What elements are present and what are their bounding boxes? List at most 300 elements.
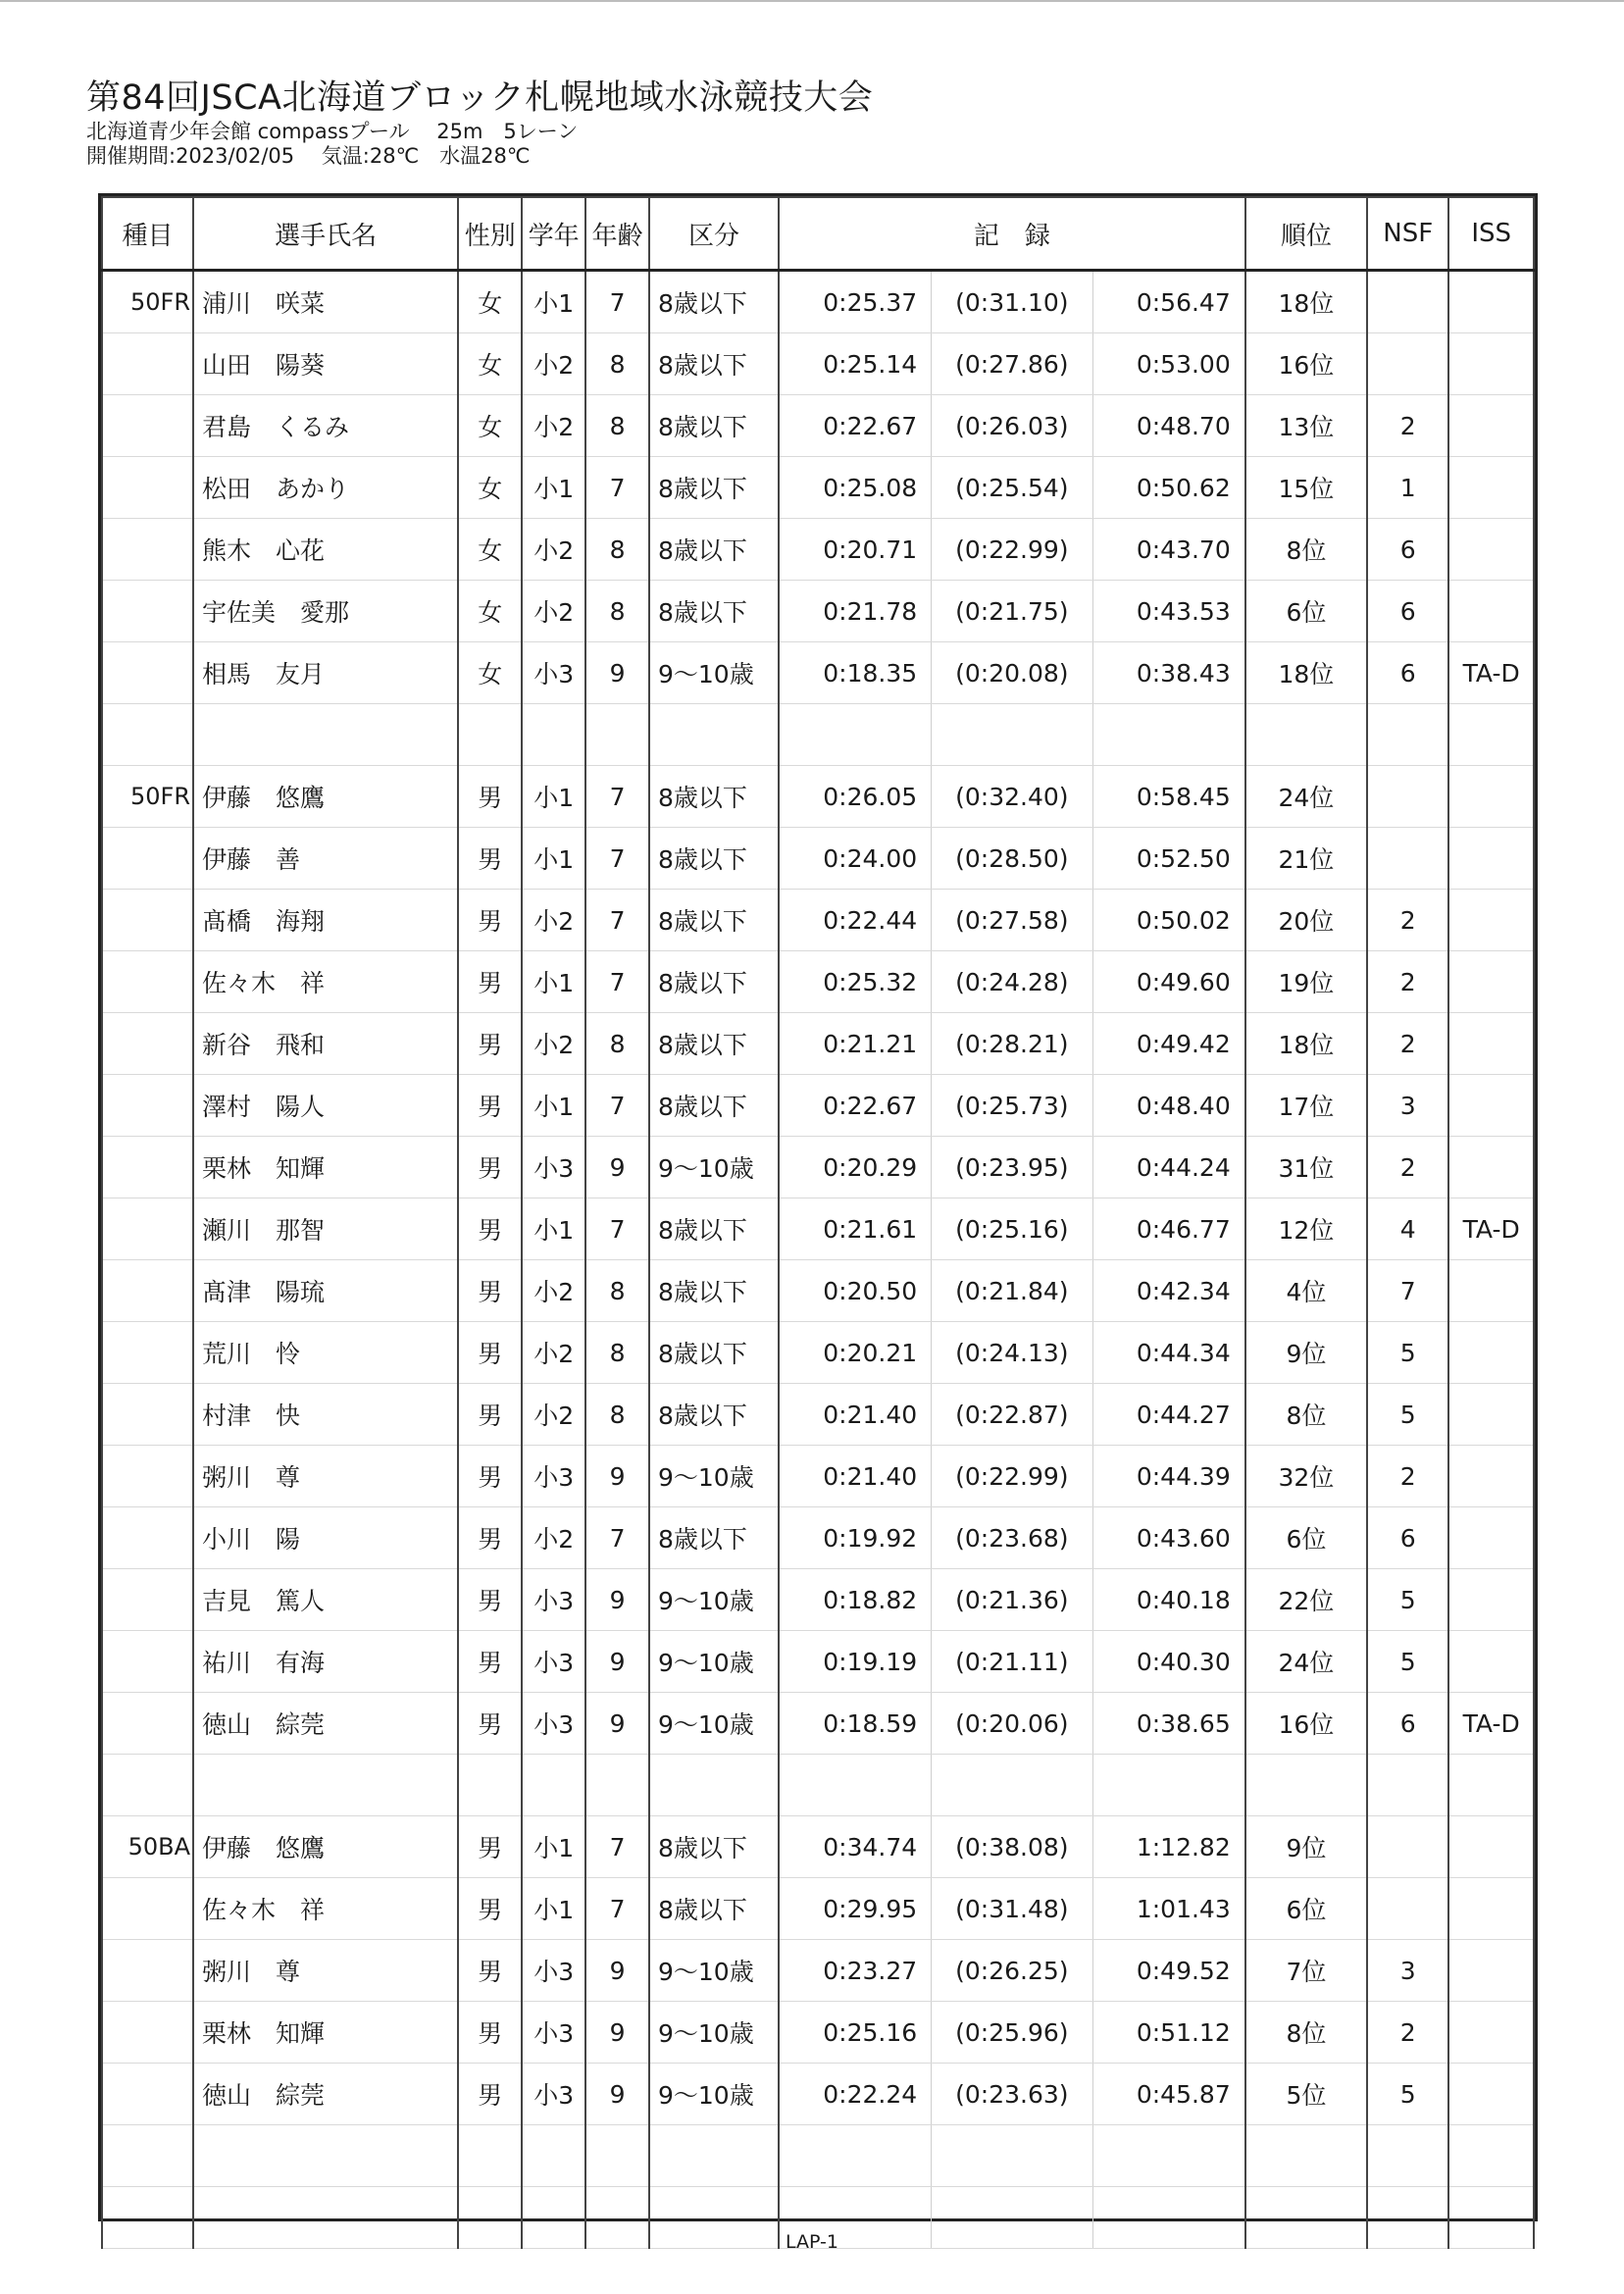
nsf-cell: [1367, 2125, 1448, 2187]
nsf-cell: 6: [1367, 519, 1448, 581]
iss-cell: [1448, 766, 1534, 828]
rank-cell: 8位: [1245, 519, 1367, 581]
table-row: [102, 1322, 1534, 1384]
header-grade: 学年: [522, 197, 585, 271]
nsf-cell: 3: [1367, 1940, 1448, 2002]
age-cell: 8: [585, 1013, 649, 1075]
iss-cell: [1448, 1075, 1534, 1137]
final-time-cell: 0:49.42: [1092, 1013, 1245, 1075]
grade-cell: 小1: [522, 271, 585, 333]
rank-cell: 9位: [1245, 1816, 1367, 1878]
rank-cell: 16位: [1245, 333, 1367, 395]
name-cell: 伊藤 善: [193, 828, 458, 890]
name-cell: 瀬川 那智: [193, 1198, 458, 1260]
grade-cell: 小2: [522, 1384, 585, 1446]
sex-cell: 男: [458, 1260, 522, 1322]
sex-cell: 男: [458, 1631, 522, 1693]
name-cell: [193, 704, 458, 766]
grade-cell: 小2: [522, 519, 585, 581]
grade-cell: 小3: [522, 642, 585, 704]
age-cell: 9: [585, 2002, 649, 2064]
lap-time-cell: (0:28.50): [932, 828, 1092, 890]
event-cell: [102, 1137, 193, 1198]
name-cell: 浦川 咲菜: [193, 271, 458, 333]
lap-time-cell: (0:27.86): [932, 333, 1092, 395]
lap-time-cell: (0:25.96): [932, 2002, 1092, 2064]
nsf-cell: [1367, 704, 1448, 766]
header-iss: ISS: [1448, 197, 1534, 271]
iss-cell: [1448, 1137, 1534, 1198]
rank-cell: 8位: [1245, 1384, 1367, 1446]
nsf-cell: 6: [1367, 642, 1448, 704]
nsf-cell: 2: [1367, 951, 1448, 1013]
split-time-cell: [779, 1755, 932, 1816]
blank-row: [102, 1755, 1534, 1816]
name-cell: 徳山 綜莞: [193, 2064, 458, 2125]
division-cell: 8歳以下: [649, 890, 779, 951]
nsf-cell: 6: [1367, 581, 1448, 642]
division-cell: 9～10歳: [649, 1446, 779, 1507]
sex-cell: 男: [458, 1013, 522, 1075]
iss-cell: [1448, 828, 1534, 890]
grade-cell: 小1: [522, 457, 585, 519]
nsf-cell: 2: [1367, 1013, 1448, 1075]
sex-cell: 男: [458, 1693, 522, 1755]
results-sheet: [98, 193, 1538, 2221]
rank-cell: 15位: [1245, 457, 1367, 519]
division-cell: 9～10歳: [649, 1940, 779, 2002]
iss-cell: [1448, 271, 1534, 333]
final-time-cell: 0:49.52: [1092, 1940, 1245, 2002]
final-time-cell: 0:44.39: [1092, 1446, 1245, 1507]
rank-cell: 6位: [1245, 1878, 1367, 1940]
event-cell: [102, 1013, 193, 1075]
lap-time-cell: (0:21.36): [932, 1569, 1092, 1631]
rank-cell: 18位: [1245, 642, 1367, 704]
document-title: 第84回JSCA北海道ブロック札幌地域水泳競技大会: [86, 78, 874, 118]
final-time-cell: 0:40.18: [1092, 1569, 1245, 1631]
table-row: [102, 457, 1534, 519]
name-cell: 佐々木 祥: [193, 1878, 458, 1940]
iss-cell: TA-D: [1448, 1198, 1534, 1260]
iss-cell: [1448, 1631, 1534, 1693]
name-cell: 荒川 怜: [193, 1322, 458, 1384]
event-cell: [102, 642, 193, 704]
iss-cell: [1448, 1569, 1534, 1631]
header-sex: 性別: [458, 197, 522, 271]
division-cell: 9～10歳: [649, 2064, 779, 2125]
event-cell: [102, 890, 193, 951]
split-time-cell: 0:25.32: [779, 951, 932, 1013]
nsf-cell: 5: [1367, 1569, 1448, 1631]
event-cell: [102, 828, 193, 890]
lap-time-cell: (0:22.99): [932, 519, 1092, 581]
iss-cell: [1448, 457, 1534, 519]
split-time-cell: 0:22.24: [779, 2064, 932, 2125]
table-row: [102, 1507, 1534, 1569]
lap-time-cell: (0:23.68): [932, 1507, 1092, 1569]
split-time-cell: 0:21.21: [779, 1013, 932, 1075]
split-time-cell: 0:21.78: [779, 581, 932, 642]
nsf-cell: 6: [1367, 1507, 1448, 1569]
name-cell: 熊木 心花: [193, 519, 458, 581]
split-time-cell: 0:20.29: [779, 1137, 932, 1198]
nsf-cell: 5: [1367, 1322, 1448, 1384]
division-cell: 8歳以下: [649, 395, 779, 457]
division-cell: 8歳以下: [649, 271, 779, 333]
age-cell: 7: [585, 271, 649, 333]
nsf-cell: [1367, 333, 1448, 395]
event-cell: [102, 951, 193, 1013]
iss-cell: [1448, 1446, 1534, 1507]
event-cell: [102, 2064, 193, 2125]
grade-cell: 小3: [522, 2002, 585, 2064]
sex-cell: 女: [458, 333, 522, 395]
event-cell: [102, 1075, 193, 1137]
grade-cell: 小2: [522, 333, 585, 395]
rank-cell: 32位: [1245, 1446, 1367, 1507]
rank-cell: 16位: [1245, 1693, 1367, 1755]
sex-cell: 男: [458, 2064, 522, 2125]
iss-cell: [1448, 951, 1534, 1013]
event-cell: [102, 704, 193, 766]
grade-cell: 小1: [522, 828, 585, 890]
nsf-cell: 4: [1367, 1198, 1448, 1260]
name-cell: 粥川 尊: [193, 1446, 458, 1507]
lap-time-cell: [932, 1755, 1092, 1816]
table-row: [102, 2064, 1534, 2125]
age-cell: 8: [585, 519, 649, 581]
sex-cell: 男: [458, 1816, 522, 1878]
grade-cell: [522, 1755, 585, 1816]
final-time-cell: [1092, 704, 1245, 766]
rank-cell: 24位: [1245, 1631, 1367, 1693]
division-cell: 9～10歳: [649, 642, 779, 704]
event-cell: [102, 1569, 193, 1631]
lap-time-cell: (0:27.58): [932, 890, 1092, 951]
split-time-cell: 0:19.92: [779, 1507, 932, 1569]
final-time-cell: 0:40.30: [1092, 1631, 1245, 1693]
age-cell: 8: [585, 1260, 649, 1322]
split-time-cell: 0:20.21: [779, 1322, 932, 1384]
grade-cell: 小2: [522, 395, 585, 457]
sex-cell: 男: [458, 1569, 522, 1631]
age-cell: 8: [585, 395, 649, 457]
division-cell: 8歳以下: [649, 1260, 779, 1322]
grade-cell: 小3: [522, 1940, 585, 2002]
lap-time-cell: (0:25.73): [932, 1075, 1092, 1137]
iss-cell: [1448, 2002, 1534, 2064]
age-cell: 7: [585, 1816, 649, 1878]
split-time-cell: 0:21.61: [779, 1198, 932, 1260]
division-cell: [649, 1755, 779, 1816]
division-cell: 8歳以下: [649, 828, 779, 890]
table-row: [102, 1446, 1534, 1507]
lap-time-cell: (0:31.48): [932, 1878, 1092, 1940]
rank-cell: 21位: [1245, 828, 1367, 890]
final-time-cell: 0:46.77: [1092, 1198, 1245, 1260]
grade-cell: 小3: [522, 1631, 585, 1693]
iss-cell: [1448, 1260, 1534, 1322]
date-line: 開催期間:2023/02/05 気温:28℃ 水温28℃: [86, 144, 531, 168]
event-cell: [102, 1384, 193, 1446]
lap-time-cell: (0:20.08): [932, 642, 1092, 704]
division-cell: 9～10歳: [649, 1569, 779, 1631]
name-cell: 栗林 知輝: [193, 2002, 458, 2064]
table-row: [102, 828, 1534, 890]
lap-time-cell: (0:21.11): [932, 1631, 1092, 1693]
division-cell: 8歳以下: [649, 519, 779, 581]
grade-cell: 小1: [522, 951, 585, 1013]
division-cell: 8歳以下: [649, 1816, 779, 1878]
header-division: 区分: [649, 197, 779, 271]
age-cell: 7: [585, 457, 649, 519]
split-time-cell: 0:22.44: [779, 890, 932, 951]
iss-cell: [1448, 1816, 1534, 1878]
name-cell: 吉見 篤人: [193, 1569, 458, 1631]
table-row: [102, 1137, 1534, 1198]
name-cell: [193, 2125, 458, 2187]
age-cell: 7: [585, 1198, 649, 1260]
final-time-cell: 0:44.24: [1092, 1137, 1245, 1198]
iss-cell: [1448, 1940, 1534, 2002]
age-cell: 7: [585, 1878, 649, 1940]
division-cell: 9～10歳: [649, 1693, 779, 1755]
rank-cell: 22位: [1245, 1569, 1367, 1631]
final-time-cell: 0:48.70: [1092, 395, 1245, 457]
age-cell: 7: [585, 828, 649, 890]
event-cell: [102, 1755, 193, 1816]
event-cell: [102, 519, 193, 581]
iss-cell: [1448, 1013, 1534, 1075]
sex-cell: 男: [458, 1075, 522, 1137]
split-time-cell: 0:25.08: [779, 457, 932, 519]
final-time-cell: 0:38.43: [1092, 642, 1245, 704]
table-row: [102, 1075, 1534, 1137]
division-cell: [649, 704, 779, 766]
rank-cell: 12位: [1245, 1198, 1367, 1260]
lap-time-cell: (0:28.21): [932, 1013, 1092, 1075]
nsf-cell: [1367, 1755, 1448, 1816]
division-cell: 9～10歳: [649, 1631, 779, 1693]
nsf-cell: 2: [1367, 890, 1448, 951]
sex-cell: 男: [458, 2002, 522, 2064]
table-row: [102, 271, 1534, 333]
sex-cell: 女: [458, 519, 522, 581]
age-cell: 7: [585, 951, 649, 1013]
rank-cell: 6位: [1245, 581, 1367, 642]
sex-cell: 男: [458, 890, 522, 951]
age-cell: 9: [585, 1693, 649, 1755]
header-record: 記 録: [779, 197, 1245, 271]
sex-cell: 女: [458, 271, 522, 333]
header-nsf: NSF: [1367, 197, 1448, 271]
age-cell: [585, 2125, 649, 2187]
split-time-cell: 0:21.40: [779, 1446, 932, 1507]
division-cell: 9～10歳: [649, 1137, 779, 1198]
event-cell: [102, 1631, 193, 1693]
sex-cell: 男: [458, 766, 522, 828]
final-time-cell: [1092, 1755, 1245, 1816]
table-row: [102, 1940, 1534, 2002]
event-cell: [102, 457, 193, 519]
split-time-cell: 0:29.95: [779, 1878, 932, 1940]
split-time-cell: 0:22.67: [779, 395, 932, 457]
split-time-cell: 0:18.35: [779, 642, 932, 704]
grade-cell: 小2: [522, 890, 585, 951]
event-cell: [102, 1693, 193, 1755]
age-cell: [585, 1755, 649, 1816]
iss-cell: [1448, 1384, 1534, 1446]
name-cell: 松田 あかり: [193, 457, 458, 519]
name-cell: 髙橋 海翔: [193, 890, 458, 951]
grade-cell: 小2: [522, 581, 585, 642]
event-cell: 50FR: [102, 271, 193, 333]
sex-cell: 男: [458, 1507, 522, 1569]
final-time-cell: 0:53.00: [1092, 333, 1245, 395]
header-rank: 順位: [1245, 197, 1367, 271]
lap-time-cell: (0:25.54): [932, 457, 1092, 519]
grade-cell: 小2: [522, 1013, 585, 1075]
final-time-cell: 0:44.27: [1092, 1384, 1245, 1446]
division-cell: 9～10歳: [649, 2002, 779, 2064]
age-cell: [585, 704, 649, 766]
name-cell: [193, 1755, 458, 1816]
sex-cell: 男: [458, 1137, 522, 1198]
iss-cell: [1448, 1322, 1534, 1384]
grade-cell: 小1: [522, 1878, 585, 1940]
split-time-cell: 0:20.50: [779, 1260, 932, 1322]
nsf-cell: 2: [1367, 1137, 1448, 1198]
rank-cell: 18位: [1245, 271, 1367, 333]
rank-cell: 19位: [1245, 951, 1367, 1013]
sex-cell: [458, 1755, 522, 1816]
nsf-cell: [1367, 766, 1448, 828]
iss-cell: TA-D: [1448, 642, 1534, 704]
table-row: [102, 1569, 1534, 1631]
name-cell: 小川 陽: [193, 1507, 458, 1569]
table-row: [102, 951, 1534, 1013]
lap-time-cell: (0:26.03): [932, 395, 1092, 457]
sex-cell: 女: [458, 457, 522, 519]
event-cell: [102, 1260, 193, 1322]
rank-cell: [1245, 704, 1367, 766]
division-cell: 8歳以下: [649, 766, 779, 828]
results-body: [102, 271, 1534, 2249]
final-time-cell: 0:45.87: [1092, 2064, 1245, 2125]
table-row: [102, 1631, 1534, 1693]
final-time-cell: 0:42.34: [1092, 1260, 1245, 1322]
final-time-cell: 0:43.53: [1092, 581, 1245, 642]
name-cell: 山田 陽葵: [193, 333, 458, 395]
nsf-cell: 1: [1367, 457, 1448, 519]
venue-line: 北海道青少年会館 compassプール 25m 5レーン: [86, 120, 579, 143]
rank-cell: [1245, 2125, 1367, 2187]
table-row: [102, 333, 1534, 395]
age-cell: 8: [585, 333, 649, 395]
event-cell: [102, 2002, 193, 2064]
split-time-cell: 0:25.37: [779, 271, 932, 333]
name-cell: 栗林 知輝: [193, 1137, 458, 1198]
sex-cell: 男: [458, 1384, 522, 1446]
blank-row: [102, 2125, 1534, 2187]
lap-time-cell: [932, 704, 1092, 766]
name-cell: 佐々木 祥: [193, 951, 458, 1013]
final-time-cell: 0:58.45: [1092, 766, 1245, 828]
final-time-cell: 1:01.43: [1092, 1878, 1245, 1940]
event-cell: [102, 1878, 193, 1940]
split-time-cell: 0:23.27: [779, 1940, 932, 2002]
age-cell: 8: [585, 1322, 649, 1384]
grade-cell: 小3: [522, 1569, 585, 1631]
division-cell: 8歳以下: [649, 951, 779, 1013]
table-row: [102, 1693, 1534, 1755]
age-cell: 9: [585, 1940, 649, 2002]
rank-cell: 13位: [1245, 395, 1367, 457]
event-cell: [102, 395, 193, 457]
final-time-cell: 0:50.02: [1092, 890, 1245, 951]
grade-cell: [522, 704, 585, 766]
sex-cell: 男: [458, 1198, 522, 1260]
name-cell: 澤村 陽人: [193, 1075, 458, 1137]
grade-cell: 小3: [522, 1446, 585, 1507]
rank-cell: 17位: [1245, 1075, 1367, 1137]
iss-cell: [1448, 1755, 1534, 1816]
age-cell: 7: [585, 766, 649, 828]
name-cell: 君島 くるみ: [193, 395, 458, 457]
final-time-cell: [1092, 2125, 1245, 2187]
header-name: 選手氏名: [193, 197, 458, 271]
nsf-cell: 6: [1367, 1693, 1448, 1755]
division-cell: 8歳以下: [649, 1013, 779, 1075]
sex-cell: 男: [458, 1322, 522, 1384]
rank-cell: 9位: [1245, 1322, 1367, 1384]
name-cell: 相馬 友月: [193, 642, 458, 704]
iss-cell: [1448, 1507, 1534, 1569]
rank-cell: 31位: [1245, 1137, 1367, 1198]
grade-cell: 小2: [522, 1260, 585, 1322]
rank-cell: 8位: [1245, 2002, 1367, 2064]
lap-time-cell: [932, 2125, 1092, 2187]
division-cell: 8歳以下: [649, 1322, 779, 1384]
event-cell: [102, 2125, 193, 2187]
split-time-cell: 0:34.74: [779, 1816, 932, 1878]
table-row: [102, 890, 1534, 951]
final-time-cell: 0:50.62: [1092, 457, 1245, 519]
division-cell: 8歳以下: [649, 1878, 779, 1940]
division-cell: 8歳以下: [649, 581, 779, 642]
table-row: [102, 581, 1534, 642]
split-time-cell: [779, 704, 932, 766]
iss-cell: [1448, 704, 1534, 766]
split-time-cell: 0:21.40: [779, 1384, 932, 1446]
event-cell: [102, 581, 193, 642]
iss-cell: [1448, 1878, 1534, 1940]
age-cell: 9: [585, 642, 649, 704]
lap-time-cell: (0:32.40): [932, 766, 1092, 828]
event-cell: 50FR: [102, 766, 193, 828]
lap-time-cell: (0:25.16): [932, 1198, 1092, 1260]
nsf-cell: 5: [1367, 1631, 1448, 1693]
rank-cell: 6位: [1245, 1507, 1367, 1569]
sex-cell: 女: [458, 581, 522, 642]
table-row: [102, 2002, 1534, 2064]
final-time-cell: 0:52.50: [1092, 828, 1245, 890]
lap-time-cell: (0:22.99): [932, 1446, 1092, 1507]
name-cell: 村津 快: [193, 1384, 458, 1446]
rank-cell: 5位: [1245, 2064, 1367, 2125]
table-row: [102, 1013, 1534, 1075]
